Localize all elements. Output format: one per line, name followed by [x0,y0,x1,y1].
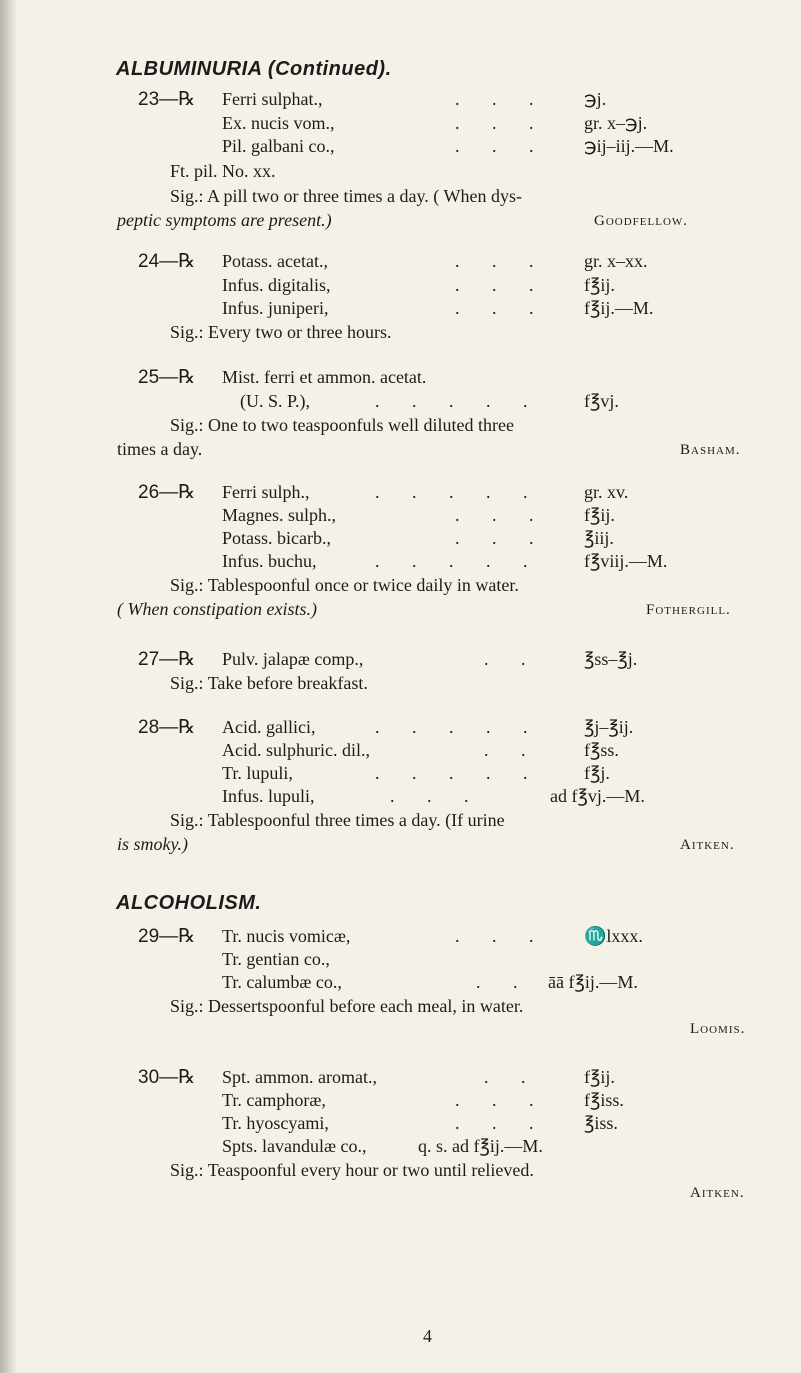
ingredient-dose: ♏lxxx. [584,926,643,946]
signa-line: Sig.: Teaspoonful every hour or two until relieved. [170,1160,534,1180]
leader-dots: . . . [455,89,548,109]
ingredient-name: Acid. sulphuric. dil., [222,740,370,760]
ingredient-name: Tr. lupuli, [222,763,293,783]
ingredient-name: Magnes. sulph., [222,505,336,525]
signa-line: ( When constipation exists.) [117,599,317,619]
author-attribution: Goodfellow. [594,213,689,229]
leader-dots: . . . [455,113,548,133]
signa-line: Sig.: Every two or three hours. [170,322,392,342]
author-attribution: Aitken. [690,1185,745,1201]
ingredient-dose: ℥ss–℥j. [584,649,638,669]
section-heading-alcoholism: ALCOHOLISM. [116,892,262,914]
ingredient-dose: f℥vj. [584,391,619,411]
signa-line: times a day. [117,439,203,459]
ingredient-dose: f℥ij. [584,505,615,525]
ingredient-name: Tr. hyoscyami, [222,1113,329,1133]
ingredient-dose: f℥ij. [584,1067,615,1087]
leader-dots: . . . [390,786,483,806]
ingredient-name: Pulv. jalapæ comp., [222,649,364,669]
page-number: 4 [423,1326,432,1346]
prescription-number: 23—℞ [138,89,196,110]
ingredient-name: Ferri sulphat., [222,89,323,109]
ingredient-name: Tr. calumbæ co., [222,972,342,992]
ingredient-name: Infus. lupuli, [222,786,315,806]
page-binding-edge [0,0,16,1373]
leader-dots: . . . [455,136,548,156]
leader-dots: . . [484,649,540,669]
leader-dots: . . . [455,1113,548,1133]
ingredient-dose: f℥j. [584,763,610,783]
ingredient-dose: gr. x–xx. [584,251,648,271]
ingredient-name: Acid. gallici, [222,717,316,737]
ingredient-dose: ℥iss. [584,1113,618,1133]
ingredient-dose: gr. x–℈j. [584,113,648,133]
leader-dots: . . [476,972,532,992]
ingredient-name: Spts. lavandulæ co., [222,1136,367,1156]
ingredient-name: Pil. galbani co., [222,136,335,156]
leader-dots: . . . [455,505,548,525]
author-attribution: Fothergill. [646,602,731,618]
ingredient-dose: ad f℥vj.—M. [550,786,645,806]
prescription-number: 27—℞ [138,649,196,670]
prescription-number: 25—℞ [138,367,196,388]
signa-line: Sig.: Tablespoonful three times a day. (If urine [170,810,505,830]
leader-dots: . . . [455,926,548,946]
ingredient-dose: gr. xv. [584,482,629,502]
ingredient-name: Infus. buchu, [222,551,317,571]
ingredient-dose: f℥ij. [584,275,615,295]
signa-line: Sig.: Dessertspoonful before each meal, in water. [170,996,524,1016]
ingredient-dose: f℥ij.—M. [584,298,654,318]
section-heading-albuminuria: ALBUMINURIA (Continued). [116,58,392,80]
leader-dots: . . . [455,528,548,548]
ingredient-dose: f℥viij.—M. [584,551,668,571]
leader-dots: . . . [455,1090,548,1110]
leader-dots: . . . [455,275,548,295]
ingredient-name: Tr. camphoræ, [222,1090,326,1110]
leader-dots: . . [484,1067,540,1087]
signa-line: is smoky.) [117,834,188,854]
leader-dots: . . . [455,251,548,271]
ingredient-name: Potass. bicarb., [222,528,331,548]
leader-dots: . . . . . [375,482,542,502]
signa-line: Sig.: A pill two or three times a day. ( When dys- [170,186,522,206]
ingredient-name: Ex. nucis vom., [222,113,335,133]
prescription-number: 30—℞ [138,1067,196,1088]
leader-dots: . . . [455,298,548,318]
ingredient-name: Spt. ammon. aromat., [222,1067,377,1087]
author-attribution: Basham. [680,442,741,458]
ingredient-dose: ℈ij–iij.—M. [584,136,674,156]
ingredient-dose: āā f℥ij.—M. [548,972,638,992]
ingredient-name: Potass. acetat., [222,251,328,271]
ingredient-dose: ℥j–℥ij. [584,717,634,737]
ingredient-dose: ℥iij. [584,528,614,548]
leader-dots: . . . . . [375,391,542,411]
signa-line: Sig.: One to two teaspoonfuls well diluted three [170,415,514,435]
ingredient-dose: ℈j. [584,89,607,109]
ingredient-name: Mist. ferri et ammon. acetat. [222,367,427,387]
ingredient-name: (U. S. P.), [240,391,311,411]
ingredient-name: Infus. digitalis, [222,275,331,295]
signa-line: Sig.: Take before breakfast. [170,673,368,693]
ingredient-dose: f℥iss. [584,1090,624,1110]
author-attribution: Loomis. [690,1021,746,1037]
ingredient-name: Tr. nucis vomicæ, [222,926,351,946]
ingredient-name: Ferri sulph., [222,482,310,502]
leader-dots: . . . . . [375,717,542,737]
ingredient-dose: f℥ss. [584,740,619,760]
ingredient-dose: q. s. ad f℥ij.—M. [418,1136,543,1156]
leader-dots: . . . . . [375,551,542,571]
ingredient-name: Infus. juniperi, [222,298,329,318]
prescription-number: 28—℞ [138,717,196,738]
signa-line: Sig.: Tablespoonful once or twice daily in water. [170,575,519,595]
author-attribution: Aitken. [680,837,735,853]
ingredient-name: Tr. gentian co., [222,949,330,969]
prescription-number: 24—℞ [138,251,196,272]
prescription-number: 26—℞ [138,482,196,503]
prescription-note: Ft. pil. No. xx. [170,161,276,181]
signa-line: peptic symptoms are present.) [117,210,332,230]
prescription-number: 29—℞ [138,926,196,947]
leader-dots: . . [484,740,540,760]
leader-dots: . . . . . [375,763,542,783]
